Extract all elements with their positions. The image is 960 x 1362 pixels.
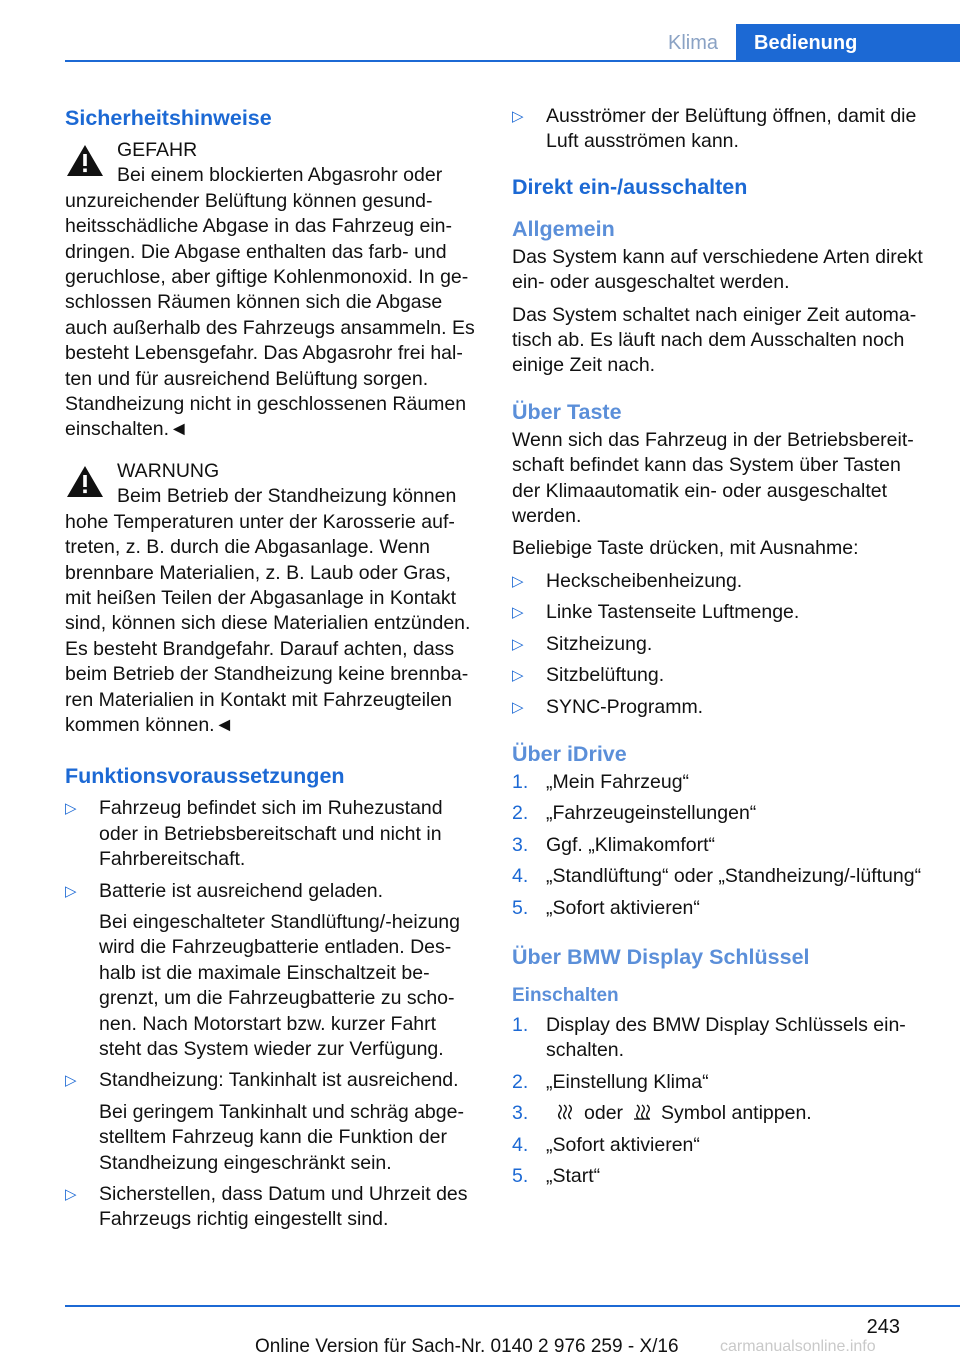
arrow-bullet-icon: ▷ <box>65 1186 77 1204</box>
warning-triangle-icon <box>65 463 105 499</box>
button-heading: Über Taste <box>512 399 622 424</box>
arrow-bullet-icon: ▷ <box>512 635 524 653</box>
page-number: 243 <box>866 1316 900 1338</box>
arrow-bullet-icon: ▷ <box>512 667 524 685</box>
footer-rule <box>65 1305 960 1307</box>
arrow-bullet-icon: ▷ <box>512 572 524 590</box>
warning-label: WARNUNG <box>117 459 220 482</box>
button-text-2: Beliebige Taste drücken, mit Ausnahme: <box>512 537 859 560</box>
list-item: 5. „Start“ <box>512 1164 601 1187</box>
continued-list <box>512 104 932 155</box>
list-item: ▷ Linke Tastenseite Luftmenge. <box>512 600 932 625</box>
list-item: ▷ Fahrzeug befindet sich im Ruhezustand oder in Betriebsbereitschaft und nicht in Fahrbereitschaft. <box>65 797 443 871</box>
exception-list <box>512 569 932 720</box>
list-item: ▷ Batterie ist ausreichend geladen. Bei eingeschalteter Standlüftung/-heizung wird die Fahrzeugbatterie entladen. Deshalb ist die maximale Einschaltzeit begrenzt, um die Fahrzeugbatterie zu schonen. Nach Motorstart bzw. kurzer Fahrt steht das System wieder zur Verfügung. <box>65 879 460 1060</box>
header-section-tab[interactable]: Klima <box>667 32 718 54</box>
arrow-bullet-icon: ▷ <box>512 698 524 716</box>
general-heading: Allgemein <box>512 216 615 241</box>
safety-heading: Sicherheitshinweise <box>65 106 272 130</box>
list-item: 4. „Sofort aktivieren“ <box>512 1133 700 1156</box>
list-item: 3. Ggf. „Klimakomfort“ <box>512 833 716 856</box>
danger-notice <box>65 138 480 443</box>
arrow-bullet-icon: ▷ <box>65 800 77 818</box>
heating-icon <box>633 1103 651 1121</box>
danger-text: Bei einem blockierten Abgasrohr oder unzureichender Belüftung können gesundheitsschädliche Abgase in das Fahrzeug eindringen. Die Abgase enthalten das farb- und geruchlose, aber giftige Kohlenmonoxid. In geschlossen Räumen können sich die Abgase auch außerhalb des Fahrzeugs ansammeln. Es besteht Lebensgefahr. Das Abgasrohr frei halten und für ausreichend Belüftung sorgen. Standheizung nicht in geschlossenen Räumen einschalten.◄ <box>65 164 475 441</box>
arrow-bullet-icon: ▷ <box>65 1072 77 1090</box>
arrow-bullet-icon: ▷ <box>512 604 524 622</box>
arrow-bullet-icon: ▷ <box>512 108 524 125</box>
list-item: ▷ Ausströmer der Belüftung öffnen, damit die Luft ausströmen kann. <box>512 105 917 153</box>
right-column <box>512 104 932 1197</box>
general-text-2: Das System schaltet nach einiger Zeit automatisch ab. Es läuft nach dem Ausschalten noch einige Zeit nach. <box>512 303 917 377</box>
list-item: ▷ Sitzheizung. <box>512 632 932 657</box>
direct-onoff-heading: Direkt ein-/ausschalten <box>512 174 748 199</box>
display-key-heading: Über BMW Display Schlüssel <box>512 944 810 969</box>
list-item: 3. oder Symbol antippen. <box>512 1102 812 1125</box>
list-item: ▷ Heckscheibenheizung. <box>512 569 932 594</box>
list-item: ▷ Standheizung: Tankinhalt ist ausreichend. Bei geringem Tankinhalt und schräg abgestelltem Fahrzeug kann die Funktion der Standheizung eingeschränkt sein. <box>65 1069 464 1174</box>
list-item: 5. „Sofort aktivieren“ <box>512 896 700 919</box>
watermark-text: carmanualsonline.info <box>720 1338 876 1355</box>
arrow-bullet-icon: ▷ <box>65 882 77 900</box>
display-key-steps <box>512 1013 932 1189</box>
list-item: ▷ SYNC-Programm. <box>512 695 932 720</box>
left-column <box>65 104 480 1241</box>
list-item: 4. „Standlüftung“ oder „Standheizung/-lüftung“ <box>512 865 922 888</box>
list-item: 1. Display des BMW Display Schlüssels einschalten. <box>512 1013 906 1062</box>
ventilation-icon <box>556 1103 574 1121</box>
header-chapter-tab[interactable]: Bedienung <box>736 24 960 62</box>
warning-text: Beim Betrieb der Standheizung können hohe Temperaturen unter der Karosserie auftreten, z. B. durch die Abgasanlage. Wenn brennbare Materialien, z. B. Laub oder Gras, mit heißen Teilen der Abgasanlage in Kontakt sind, können sich diese Materialien entzünden. Es besteht Brandgefahr. Darauf achten, dass beim Betrieb der Standheizung keine brennbaren Materialien in Kontakt mit Fahrzeugteilen kommen können.◄ <box>65 485 471 736</box>
general-text-1: Das System kann auf verschiedene Arten direkt ein- oder ausgeschaltet werden. <box>512 245 923 294</box>
idrive-heading: Über iDrive <box>512 741 627 766</box>
list-item: ▷ Sicherstellen, dass Datum und Uhrzeit des Fahrzeugs richtig eingestellt sind. <box>65 1183 468 1231</box>
warning-triangle-icon <box>65 142 105 178</box>
list-item: 2. „Fahrzeugeinstellungen“ <box>512 802 757 825</box>
requirements-heading: Funktionsvoraussetzungen <box>65 764 345 789</box>
switch-on-heading: Einschalten <box>512 984 619 1006</box>
list-item: ▷ Sitzbelüftung. <box>512 663 932 688</box>
danger-label: GEFAHR <box>117 139 198 161</box>
requirements-list <box>65 796 480 1233</box>
online-version-text: Online Version für Sach-Nr. 0140 2 976 259 - X/16 <box>255 1336 679 1357</box>
button-text-1: Wenn sich das Fahrzeug in der Betriebsbereitschaft befindet kann das System über Tasten der Klimaautomatik ein- oder ausgeschaltet werden. <box>512 428 914 528</box>
warning-notice <box>65 459 480 738</box>
list-item: 1. „Mein Fahrzeug“ <box>512 770 690 793</box>
list-item: 2. „Einstellung Klima“ <box>512 1070 709 1093</box>
idrive-steps <box>512 770 932 921</box>
